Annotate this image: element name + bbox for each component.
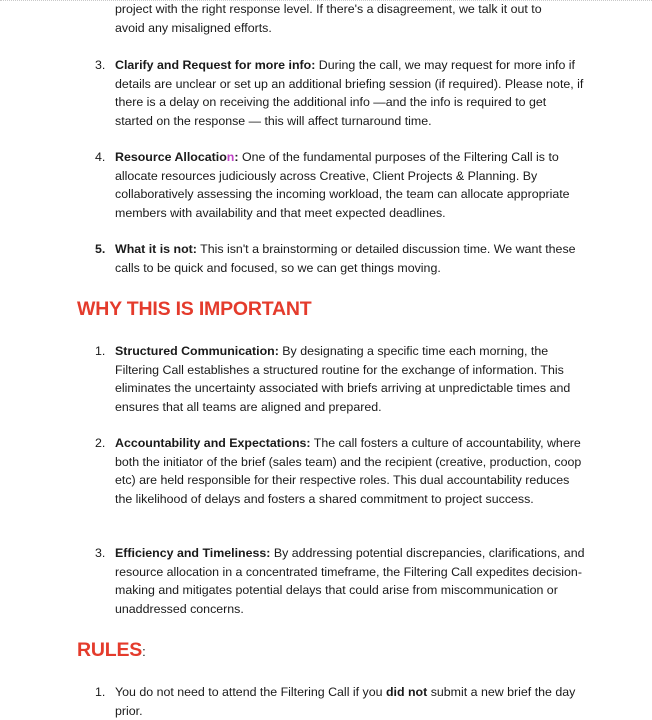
list-item-text (115, 148, 585, 222)
why-important-heading: WHY THIS IS IMPORTANT (77, 298, 312, 320)
rule-text-pre: You do not need to attend the Filtering Call if you (115, 685, 383, 699)
list-item-body: This isn't a brainstorming or detailed discussion time. We want these calls to be quick and focused, so we can get things moving. (115, 242, 576, 275)
rule-text-post: submit a new brief the day prior. (115, 685, 576, 718)
list-number: 5. (95, 242, 106, 256)
list-item-text (115, 434, 585, 508)
list-item-title: Efficiency and Timeliness: (115, 546, 271, 560)
title-colon: : (234, 150, 239, 164)
list-number: 3. (95, 546, 106, 560)
list-item-text (115, 683, 585, 720)
list-number: 4. (95, 150, 106, 164)
list-item-body: By designating a specific time each morning, the Filtering Call establishes a structured routine for the exchange of information. This eliminates the uncertainty associated with briefs arriving at unpredictable times and ensures that all teams are aligned and prepared. (115, 344, 571, 414)
list-item-title: What it is not: (115, 242, 197, 256)
rules-heading-text: RULES (77, 639, 143, 661)
list-item-title: Accountability and Expectations: (115, 436, 311, 450)
list-item-text (115, 544, 585, 618)
list-item-title: Clarify and Request for more info: (115, 58, 316, 72)
list-item-text (115, 240, 585, 277)
list-item-body: During the call, we may request for more info if details are unclear or set up an additional briefing session (if required). Please note, if there is a delay on receiving the additional info —and the info is required to get started on the response — this will affect turnaround time. (115, 58, 584, 128)
list-item-title (115, 150, 239, 164)
list-item-text (115, 342, 585, 416)
list-item-title: Structured Communication: (115, 344, 279, 358)
intro-line-1: project with the right response level. If there's a disagreement, we talk it out to (115, 2, 542, 16)
cursor-highlight-char: n (226, 150, 235, 164)
list-number: 1. (95, 685, 106, 699)
intro-line-2: avoid any misaligned efforts. (115, 20, 272, 35)
list-item-body: The call fosters a culture of accountability, where both the initiator of the brief (sales team) and the recipient (creative, production, coop etc) are held responsible for their respective roles. This dual accountability reduces the likelihood of delays and fosters a shared commitment to project success. (115, 436, 582, 506)
rule-text-bold: did not (385, 685, 428, 699)
rules-heading (77, 638, 146, 664)
list-item-body: By addressing potential discrepancies, clarifications, and resource allocation in a concentrated timeframe, the Filtering Call expedites decision-making and mitigates potential delays that could arise from miscommunication or unaddressed concerns. (115, 546, 585, 616)
list-number: 1. (95, 344, 106, 358)
list-number: 2. (95, 436, 106, 450)
list-item-body: One of the fundamental purposes of the Filtering Call is to allocate resources judiciously across Creative, Client Projects & Planning. By collaboratively assessing the incoming workload, the team can allocate appropriate members with availability and that meet expected deadlines. (115, 150, 570, 220)
list-number: 3. (95, 58, 106, 72)
list-item-text (115, 56, 585, 130)
rules-heading-colon: : (142, 644, 146, 659)
title-part: Resource Allocatio (115, 150, 227, 164)
